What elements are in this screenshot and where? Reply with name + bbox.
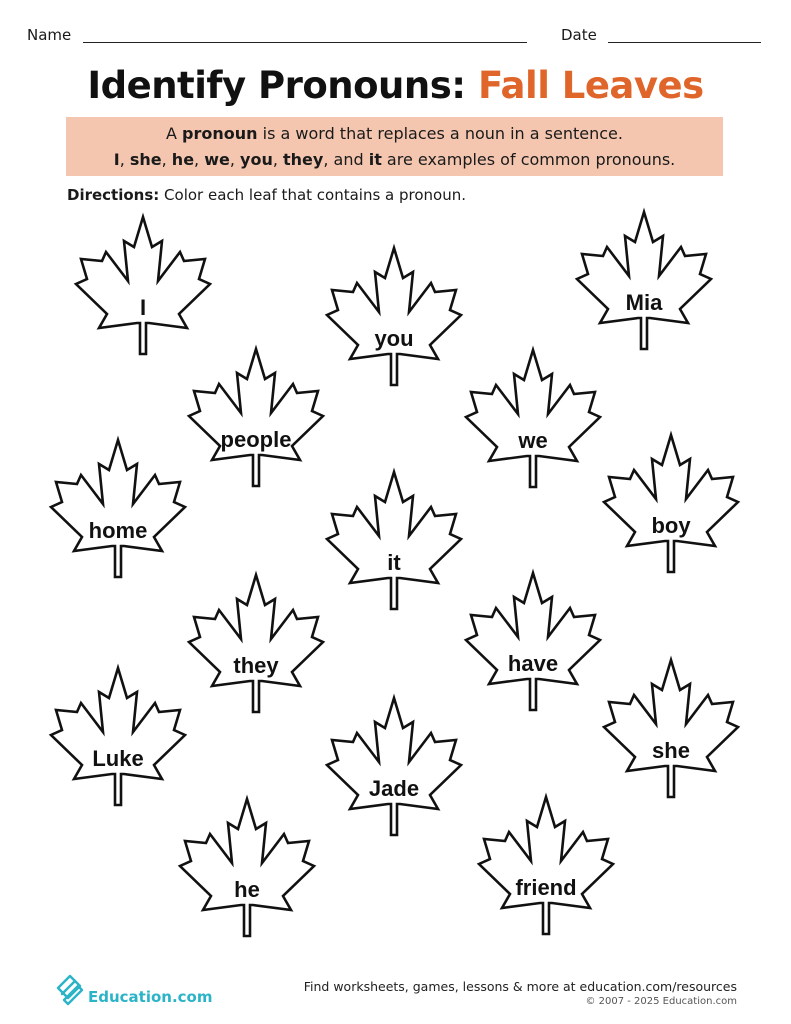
leaf[interactable] [327,472,461,609]
leaf-word: Mia [625,290,663,315]
title-accent: Fall Leaves [477,64,704,107]
maple-leaf-icon [180,799,314,936]
info-bold: it [368,150,382,169]
maple-leaf-icon [327,472,461,609]
info-bold: they [283,150,324,169]
info-bold: she [129,150,162,169]
maple-leaf-icon [604,435,738,572]
maple-leaf-icon [577,212,711,349]
info-bold: you [240,150,273,169]
maple-leaf-icon [327,248,461,385]
maple-leaf-icon [479,797,613,934]
name-label: Name [27,26,72,44]
leaf[interactable] [51,668,185,805]
footer-copyright: © 2007 - 2025 Education.com [585,996,737,1007]
leaf[interactable] [466,350,600,487]
leaf[interactable] [51,440,185,577]
maple-leaf-icon [189,349,323,486]
leaf[interactable] [327,248,461,385]
leaf-word: people [220,427,292,452]
date-label: Date [561,26,597,44]
leaf[interactable] [604,660,738,797]
info-text: , and [323,150,369,169]
footer-tagline[interactable]: Find worksheets, games, lessons & more at education.com/resources [303,979,737,994]
info-text: , [119,150,130,169]
leaf-word: Jade [368,776,420,801]
info-text: are examples of common pronouns. [381,150,676,169]
maple-leaf-icon [76,217,210,354]
leaf-word: boy [651,513,691,538]
leaf[interactable] [577,212,711,349]
info-text: , [272,150,284,169]
leaf[interactable] [327,698,461,835]
leaf[interactable] [180,799,314,936]
maple-leaf-icon [604,660,738,797]
maple-leaf-icon [51,668,185,805]
leaf-word: they [233,653,279,678]
leaf[interactable] [466,573,600,710]
leaf-word: I [139,295,147,320]
directions-text: Color each leaf that contains a pronoun. [159,186,467,204]
maple-leaf-icon [466,350,600,487]
info-bold: I [113,150,120,169]
info-text: is a word that replaces a noun in a sentence. [257,124,623,143]
info-text: , [229,150,241,169]
info-text: , [161,150,172,169]
leaf-word: have [507,651,559,676]
leaf-word: home [88,518,148,543]
info-bold: he [171,150,195,169]
leaf-word: we [518,428,548,453]
title-main: Identify Pronouns: [87,64,466,107]
directions-label: Directions: [67,186,160,204]
leaf-word: friend [515,875,577,900]
info-bold: we [204,150,230,169]
info-text: A [166,124,183,143]
leaf[interactable] [604,435,738,572]
maple-leaf-icon [189,575,323,712]
leaf-word: you [374,326,414,351]
education-logo-icon [54,972,86,1008]
leaf[interactable] [76,217,210,354]
leaf-word: Luke [92,746,144,771]
leaf[interactable] [479,797,613,934]
leaf-word: she [652,738,690,763]
leaf-word: it [387,550,401,575]
info-bold: pronoun [182,124,258,143]
leaf-word: he [234,877,260,902]
leaf[interactable] [189,349,323,486]
footer-brand[interactable]: Education.com [88,988,213,1006]
maple-leaf-icon [466,573,600,710]
info-text: , [194,150,205,169]
maple-leaf-icon [327,698,461,835]
maple-leaf-icon [51,440,185,577]
leaf[interactable] [189,575,323,712]
